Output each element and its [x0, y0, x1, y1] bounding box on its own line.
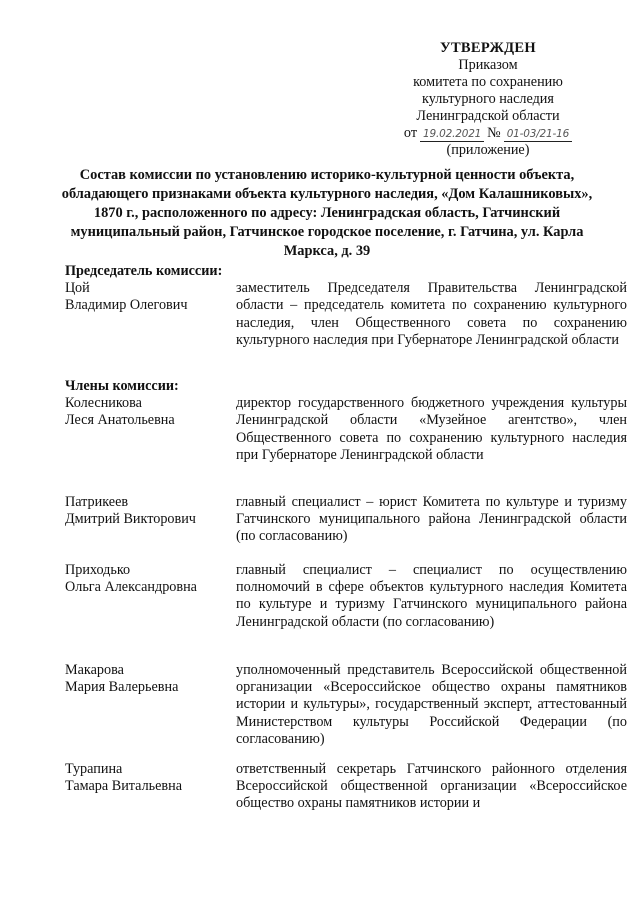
member-name	[65, 662, 236, 748]
handwritten-date: 19.02.2021	[420, 128, 484, 142]
member-name	[65, 280, 236, 349]
member-block	[65, 761, 627, 813]
member-role: главный специалист – специалист по осуществлению полномочий в сфере объектов культурного наследия Комитета по культуре и туризму Гатчинского муниципального района Ленинградской области (по согласованию)	[236, 562, 627, 630]
order-date-number	[368, 125, 608, 142]
chairman-title: Председатель комиссии:	[65, 263, 223, 279]
date-prefix: от	[403, 125, 418, 141]
chairman-entry	[65, 280, 627, 349]
member-surname: Приходько	[65, 562, 131, 578]
member-role: ответственный секретарь Гатчинского районного отделения Всероссийской общественной организации «Всероссийское общество охраны памятников истории и	[236, 761, 627, 812]
member-given-name: Владимир Олегович	[65, 297, 188, 314]
approval-line: Ленинградской области	[416, 108, 560, 124]
member-given-name: Мария Валерьевна	[65, 679, 179, 696]
chairman-section	[65, 263, 627, 349]
approval-line: Приказом	[458, 57, 518, 73]
member-surname: Турапина	[65, 761, 123, 777]
member-role: заместитель Председателя Правительства Ленинградской области – председатель комитета по сохранению культурного наследия, член Общественного совета по сохранению культурного наследия при Губернаторе Ленинградской области	[236, 280, 627, 348]
member-role: уполномоченный представитель Всероссийской общественной организации «Всероссийское общество охраны памятников истории и культуры», государственный эксперт, аттестованный Министерством культуры Российской Федерации (по согласованию)	[236, 662, 627, 747]
members-title: Члены комиссии:	[65, 378, 179, 394]
approval-block	[368, 40, 608, 159]
member-entry	[65, 562, 627, 631]
member-name	[65, 562, 236, 631]
attachment-label: (приложение)	[446, 142, 530, 158]
member-entry	[65, 395, 627, 464]
member-surname: Патрикеев	[65, 494, 129, 510]
member-name	[65, 395, 236, 464]
handwritten-number: 01-03/21-16	[504, 128, 572, 142]
member-given-name: Дмитрий Викторович	[65, 511, 196, 528]
member-name	[65, 761, 236, 813]
member-surname: Макарова	[65, 662, 124, 678]
approval-title: УТВЕРЖДЕН	[440, 40, 536, 56]
member-name	[65, 494, 236, 546]
member-surname: Цой	[65, 280, 90, 297]
member-block	[65, 494, 627, 546]
member-entry	[65, 662, 627, 748]
member-block	[65, 562, 627, 631]
member-given-name: Ольга Александровна	[65, 579, 197, 596]
member-given-name: Леся Анатольевна	[65, 412, 175, 429]
members-section	[65, 378, 627, 464]
member-given-name: Тамара Витальевна	[65, 778, 183, 795]
member-role: главный специалист – юрист Комитета по культуре и туризму Гатчинского муниципального района Ленинградской области (по согласованию)	[236, 494, 627, 545]
member-surname: Колесникова	[65, 395, 142, 412]
member-block	[65, 662, 627, 748]
member-entry	[65, 761, 627, 813]
number-sign: №	[487, 125, 501, 141]
approval-line: комитета по сохранению	[413, 74, 563, 90]
member-role: директор государственного бюджетного учреждения культуры Ленинградской области «Музейное агентство», член Общественного совета по сохранению культурного наследия при Губернаторе Ленинградской области	[236, 395, 627, 463]
approval-line: культурного наследия	[422, 91, 554, 107]
member-entry	[65, 494, 627, 546]
document-heading: Состав комиссии по установлению историко-культурной ценности объекта, обладающего признаками объекта культурного наследия, «Дом Калашниковых», 1870 г., расположенного по адресу: Ленинградская область, Гатчинский муниципальный район, Гатчинское городское поселение, г. Гатчина, ул. Карла Маркса, д. 39	[61, 167, 593, 259]
